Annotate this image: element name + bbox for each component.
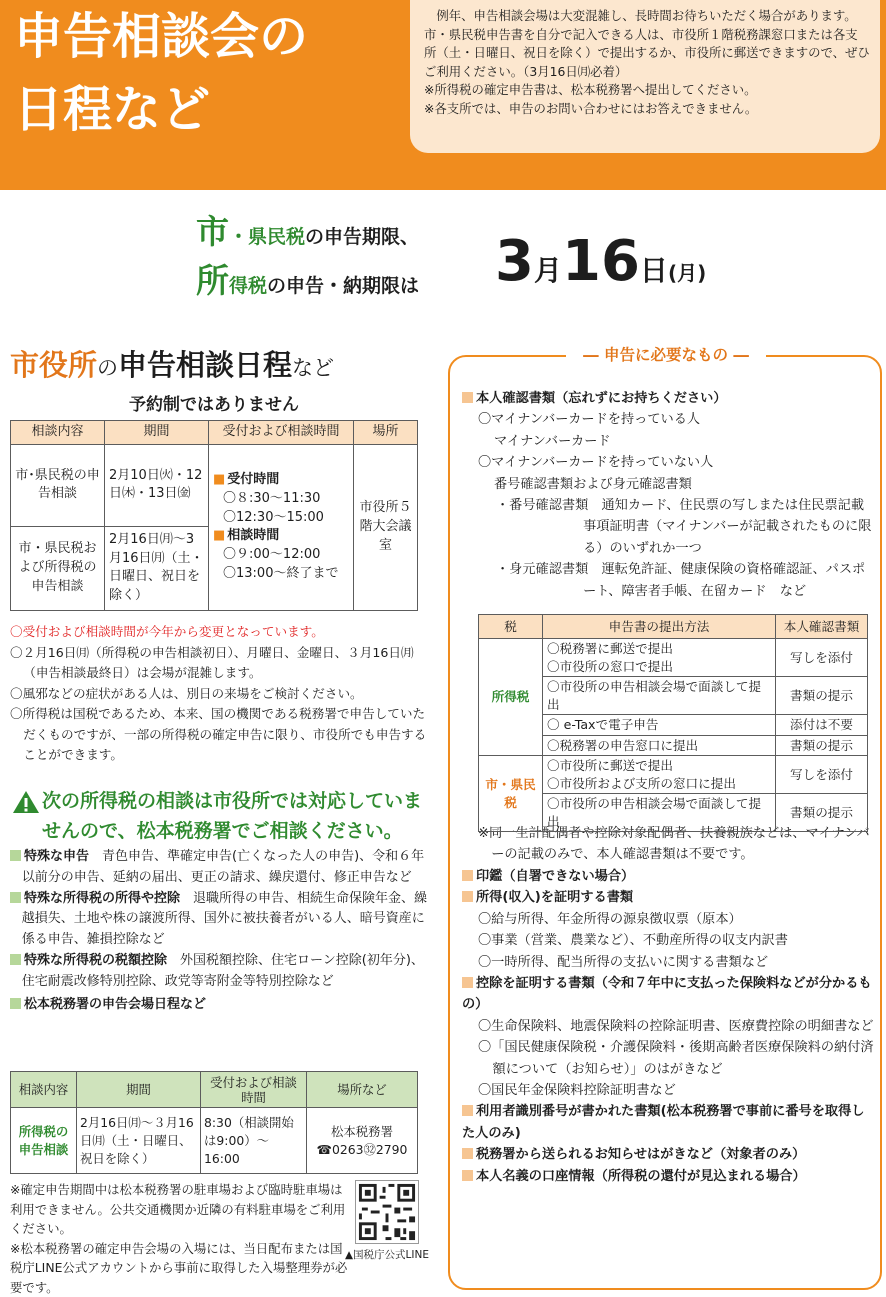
table-header: 相談内容 xyxy=(11,421,105,445)
table-cell: 市･県民税の申告相談 xyxy=(11,444,105,526)
table-cell: 所得税の申告相談 xyxy=(11,1108,77,1174)
note-item: 〇風邪などの症状がある人は、別日の来場をご検討ください。 xyxy=(10,685,363,701)
required-heading: 税務署から送られるお知らせはがきなど（対象者のみ） xyxy=(462,1144,877,1165)
title-line-2: 日程など xyxy=(14,81,211,138)
note-item: 〇受付および相談時間が今年から変更となっています。 xyxy=(10,624,324,639)
table-cell: 添付は不要 xyxy=(776,715,868,736)
table-header: 期間 xyxy=(105,421,209,445)
item-head: 特殊な所得税の税額控除 xyxy=(10,953,167,968)
bottom-notes xyxy=(10,1180,350,1297)
table-cell: 2月16日㈪～３月16日㈪（土・日曜日、祝日を除く） xyxy=(77,1108,201,1174)
deadline-dow: (月) xyxy=(667,261,707,285)
qr-caption: ▲国税庁公式LINE xyxy=(344,1249,429,1261)
required-heading: 控除を証明する書類（令和７年中に支払った保険料などが分かるもの） xyxy=(462,973,877,1016)
table-header: 場所など xyxy=(307,1072,418,1108)
table-header: 税 xyxy=(479,615,543,639)
header-note-line: ※所得税の確定申告書は、松本税務署へ提出してください。 xyxy=(424,82,757,98)
list-item: 番号確認書類および身元確認書類 xyxy=(494,476,692,492)
note-item: 〇所得税は国税であるため、本来、国の機関である税務署で申告していただくものですが、一部の所得税の確定申告に限り、市役所でも申告することができます。 xyxy=(10,706,427,762)
list-item: マイナンバーカード xyxy=(494,433,611,449)
required-title: ― 申告に必要なもの ― xyxy=(566,344,766,366)
city-schedule-title xyxy=(10,343,430,390)
list-item: ・番号確認書類 通知カード、住民票の写しまたは住民票記載事項証明書（マイナンバーが記載されたものに限る）のいずれか一つ xyxy=(496,498,872,556)
table-cell: 市・県民税および所得税の申告相談 xyxy=(11,526,105,610)
note-item: ※確定申告期間中は松本税務署の駐車場および臨時駐車場は利用できません。公共交通機関か近隣の有料駐車場をご利用ください。 xyxy=(10,1182,346,1236)
title-orange: 市役所 xyxy=(10,348,98,382)
table-cell: 写しを添付 xyxy=(776,756,868,794)
table-header: 相談内容 xyxy=(11,1072,77,1108)
list-item: 〇事業（営業、農業など）、不動産所得の収支内訳書 xyxy=(478,933,788,949)
table-header: 本人確認書類 xyxy=(776,615,868,639)
list-item xyxy=(10,889,430,951)
note-item: 〇２月16日㈪（所得税の申告相談初日）、月曜日、金曜日、３月16日㈪（申告相談最終日）は会場が混雑します。 xyxy=(10,644,414,680)
recv-label: ■ 受付時間 xyxy=(213,471,349,490)
deadline-day: 16 xyxy=(561,229,640,294)
item-head: 特殊な所得税の所得や控除 xyxy=(10,891,180,906)
tax-office-heading: 松本税務署の申告会場日程など xyxy=(10,995,430,1016)
table-cell xyxy=(543,756,776,794)
table-cell: 2月16日㈪～3月16日㈪（土・日曜日、祝日を除く） xyxy=(105,526,209,610)
required-heading: 本人確認書類（忘れずにお持ちください） xyxy=(462,388,877,409)
phone-number: ☎0263㉜2790 xyxy=(316,1141,408,1157)
required-heading: 印鑑（自署できない場合） xyxy=(462,866,877,887)
special-list xyxy=(10,847,430,1015)
table-cell: 写しを添付 xyxy=(776,639,868,677)
item-text: 青色申告、準確定申告(亡くなった人の申告)、令和６年以前分の申告、延納の届出、更正の請求、繰戻還付、修正申告など xyxy=(21,849,425,885)
list-item: 〇給与所得、年金所得の源泉徴収票（原本） xyxy=(478,911,742,927)
list-item: 〇一時所得、配当所得の支払いに関する書類など xyxy=(478,954,769,970)
city-notes xyxy=(10,622,430,766)
list-item: ・身元確認書類 運転免許証、健康保険の資格確認証、パスポート、障害者手帳、在留カード など xyxy=(496,562,866,599)
item-head: 特殊な申告 xyxy=(10,849,89,864)
table-cell: 所得税 xyxy=(479,639,543,756)
table-header: 受付および相談時間 xyxy=(209,421,354,445)
place-name: 松本税務署 xyxy=(331,1123,393,1139)
deadline-text xyxy=(196,210,506,308)
list-item: 〇生命保険料、地震保険料の控除証明書、医療費控除の明細書など xyxy=(478,1018,874,1034)
method-line: 〇税務署に郵送で提出 xyxy=(547,641,673,656)
table-cell: 書類の提示 xyxy=(776,794,868,832)
method-line: 〇市役所に郵送で提出 xyxy=(547,758,673,773)
table-cell: 市・県民税 xyxy=(479,756,543,832)
header-note-line: 例年、申告相談会場は大変混雑し、長時間お待ちいただく場合があります。市・県民税申告書を自分で記入できる人は、市役所１階税務課窓口または各支所（土・日曜日、祝日を除く）で提出するか、市役所に郵送できますので、ぜひご利用ください。（3月16日㈪必着） xyxy=(424,8,870,79)
table-cell: 市役所５階大会議室 xyxy=(354,444,418,610)
warning-title: 次の所得税の相談は市役所では対応していませんので、松本税務署でご相談ください。 xyxy=(42,790,423,842)
page-title xyxy=(14,0,399,146)
title-small: など xyxy=(292,356,335,380)
table-cell: 8:30（相談開始は9:00）～16:00 xyxy=(201,1108,307,1174)
method-line: 〇市役所および支所の窓口に提出 xyxy=(547,775,736,791)
deadline-tokuzei: 得税 xyxy=(229,275,268,297)
deadline-date xyxy=(495,222,725,313)
list-item: 〇国民年金保険料控除証明書など xyxy=(478,1082,676,1098)
header-note-box xyxy=(410,0,880,153)
deadline-line2-rest: の申告・納期限は xyxy=(267,275,420,297)
list-item: ※同一生計配偶者や控除対象配偶者、扶養親族などは、マイナンバーの記載のみで、本人確認書類は不要です。 xyxy=(478,826,870,863)
title-main: 申告相談日程 xyxy=(118,348,293,382)
required-heading: 利用者識別番号が書かれた書類(松本税務署で事前に番号を取得した人のみ) xyxy=(462,1101,877,1144)
table-header: 受付および相談時間 xyxy=(201,1072,307,1108)
time-item: 〇９:00～12:00 xyxy=(223,547,321,563)
item-text: 外国税額控除、住宅ローン控除(初年分)、住宅耐震改修特別控除、政党等寄附金等特別控除など xyxy=(21,952,424,989)
table-header: 場所 xyxy=(354,421,418,445)
time-item: 〇12:30～15:00 xyxy=(223,509,324,525)
tax-office-table xyxy=(10,1071,418,1174)
table-cell: 書類の提示 xyxy=(776,677,868,715)
time-item: 〇８:30～11:30 xyxy=(223,490,321,506)
required-title-text: 申告に必要なもの xyxy=(603,346,728,364)
title-line-1: 申告相談会の xyxy=(14,8,309,65)
table-cell xyxy=(543,639,776,677)
required-heading: 本人名義の口座情報（所得税の還付が見込まれる場合） xyxy=(462,1166,877,1187)
required-heading: 所得(収入)を証明する書類 xyxy=(462,887,877,908)
title-no: の xyxy=(97,356,119,380)
method-line: 〇市役所の窓口で提出 xyxy=(547,658,673,674)
qr-code-icon[interactable] xyxy=(355,1180,419,1244)
table-cell: 〇 e-Taxで電子申告 xyxy=(543,715,776,736)
table-cell: 2月10日㈫・12日㈭・13日㈮ xyxy=(105,444,209,526)
time-item: 〇13:00～終了まで xyxy=(223,566,339,582)
table-cell: 〇税務署の申告窓口に提出 xyxy=(543,735,776,756)
table-cell: 〇市役所の申告相談会場で面談して提出 xyxy=(543,794,776,832)
city-schedule-table xyxy=(10,420,418,611)
item-text: 退職所得の申告、相続生命保険年金、繰越損失、土地や株の譲渡所得、国外に被扶養者がいる人、暗号資産に係る申告、雑損控除など xyxy=(21,890,428,948)
table-cell: 〇市役所の申告相談会場で面談して提出 xyxy=(543,677,776,715)
deadline-month-unit: 月 xyxy=(533,254,562,287)
deadline-kenmin: ・県民税 xyxy=(229,226,306,248)
note-item: ※松本税務署の確定申告会場の入場には、当日配布または国税庁LINE公式アカウントから事前に取得した入場整理券が必要です。 xyxy=(10,1240,348,1295)
deadline-shi: 市 xyxy=(196,212,229,251)
table-cell xyxy=(307,1108,418,1174)
table-header: 申告書の提出方法 xyxy=(543,615,776,639)
list-item xyxy=(10,847,430,889)
consult-label: ■ 相談時間 xyxy=(213,527,349,546)
list-item: 〇マイナンバーカードを持っている人 xyxy=(478,412,701,428)
deadline-sho: 所 xyxy=(196,261,229,300)
list-item: 〇マイナンバーカードを持っていない人 xyxy=(478,455,714,471)
deadline-line1-rest: の申告期限、 xyxy=(305,226,420,248)
time-cell xyxy=(209,444,354,610)
list-item: 〇「国民健康保険税・介護保険料・後期高齢者医療保険料の納付済額について（お知らせ）」のはがきなど xyxy=(478,1040,874,1077)
deadline-month: 3 xyxy=(495,229,534,294)
deadline-day-unit: 日 xyxy=(639,254,668,287)
city-schedule-subtitle: 予約制ではありません xyxy=(129,395,299,415)
list-item xyxy=(10,951,430,993)
table-cell: 書類の提示 xyxy=(776,735,868,756)
header-note-line: ※各支所では、申告のお問い合わせにはお答えできません。 xyxy=(424,100,758,116)
table-header: 期間 xyxy=(77,1072,201,1108)
submission-table xyxy=(478,614,868,832)
